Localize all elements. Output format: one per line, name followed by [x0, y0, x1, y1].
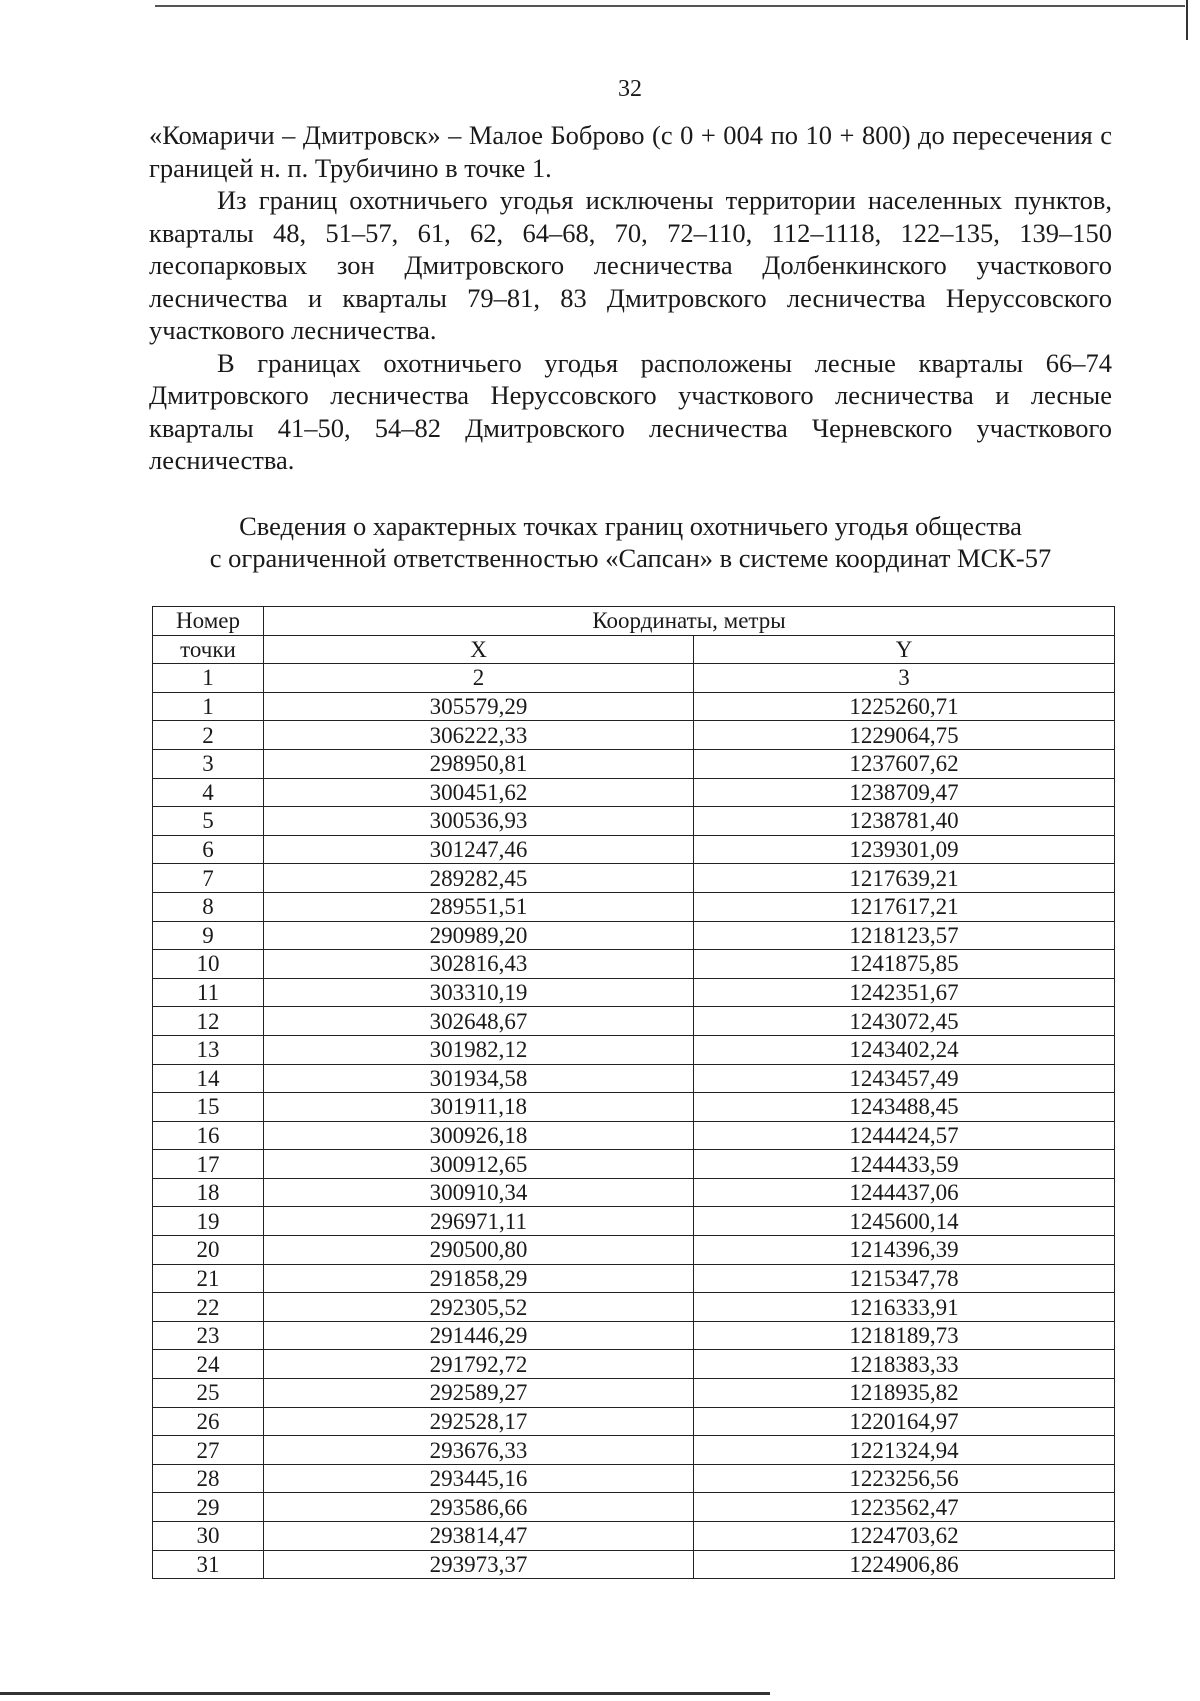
table-row	[153, 921, 1115, 950]
y-coordinate-cell: 1225260,71	[694, 692, 1115, 721]
x-coordinate-cell: 290989,20	[264, 921, 694, 950]
y-coordinate-cell: 1217617,21	[694, 892, 1115, 921]
y-coordinate-cell: 1243072,45	[694, 1007, 1115, 1036]
table-row	[153, 1522, 1115, 1551]
point-number-cell: 30	[153, 1522, 264, 1551]
header-point-line1: Номер	[153, 607, 264, 636]
x-coordinate-cell: 289551,51	[264, 892, 694, 921]
y-coordinate-cell: 1237607,62	[694, 749, 1115, 778]
x-coordinate-cell: 291792,72	[264, 1350, 694, 1379]
y-coordinate-cell: 1223562,47	[694, 1493, 1115, 1522]
table-row	[153, 721, 1115, 750]
table-row	[153, 1064, 1115, 1093]
header-y: Y	[694, 635, 1115, 664]
table-row	[153, 1493, 1115, 1522]
point-number-cell: 5	[153, 807, 264, 836]
table-row	[153, 1150, 1115, 1179]
y-coordinate-cell: 1218123,57	[694, 921, 1115, 950]
page-number: 32	[618, 76, 642, 102]
y-coordinate-cell: 1224703,62	[694, 1522, 1115, 1551]
x-coordinate-cell: 300451,62	[264, 778, 694, 807]
section-title	[149, 510, 1112, 574]
point-number-cell: 6	[153, 835, 264, 864]
point-number-cell: 28	[153, 1464, 264, 1493]
paragraph-exclusions: Из границ охотничьего угодья исключены территории населенных пунктов, кварталы 48, 51–57, 61, 62, 64–68, 70, 72–110, 112–1118, 122–135, 139–150 лесопарковых зон Дмитровского лесничества Долбенкинского участкового лесничества и кварталы 79–81, 83 Дмитровского лесничества Неруссовского участкового лесничества.	[149, 185, 1112, 345]
point-number-cell: 22	[153, 1293, 264, 1322]
x-coordinate-cell: 301247,46	[264, 835, 694, 864]
scan-edge-right	[1186, 0, 1188, 40]
point-number-cell: 15	[153, 1093, 264, 1122]
header-x: X	[264, 635, 694, 664]
y-coordinate-cell: 1215347,78	[694, 1264, 1115, 1293]
point-number-cell: 17	[153, 1150, 264, 1179]
coordinates-table	[152, 606, 1115, 1579]
coordinates-table-body	[153, 692, 1115, 1578]
x-coordinate-cell: 289282,45	[264, 864, 694, 893]
x-coordinate-cell: 296971,11	[264, 1207, 694, 1236]
y-coordinate-cell: 1242351,67	[694, 978, 1115, 1007]
x-coordinate-cell: 300926,18	[264, 1121, 694, 1150]
table-subheader-row	[153, 635, 1115, 664]
table-row	[153, 1321, 1115, 1350]
table-row	[153, 807, 1115, 836]
table-row	[153, 864, 1115, 893]
point-number-cell: 1	[153, 692, 264, 721]
table-row	[153, 892, 1115, 921]
x-coordinate-cell: 293676,33	[264, 1436, 694, 1465]
table-row	[153, 1035, 1115, 1064]
y-coordinate-cell: 1241875,85	[694, 950, 1115, 979]
y-coordinate-cell: 1238709,47	[694, 778, 1115, 807]
table-row	[153, 1436, 1115, 1465]
x-coordinate-cell: 303310,19	[264, 978, 694, 1007]
point-number-cell: 25	[153, 1379, 264, 1408]
table-row	[153, 749, 1115, 778]
x-coordinate-cell: 290500,80	[264, 1236, 694, 1265]
x-coordinate-cell: 306222,33	[264, 721, 694, 750]
y-coordinate-cell: 1245600,14	[694, 1207, 1115, 1236]
point-number-cell: 19	[153, 1207, 264, 1236]
x-coordinate-cell: 298950,81	[264, 749, 694, 778]
x-coordinate-cell: 301911,18	[264, 1093, 694, 1122]
point-number-cell: 7	[153, 864, 264, 893]
point-number-cell: 9	[153, 921, 264, 950]
table-row	[153, 778, 1115, 807]
point-number-cell: 10	[153, 950, 264, 979]
table-row	[153, 1350, 1115, 1379]
y-coordinate-cell: 1244424,57	[694, 1121, 1115, 1150]
x-coordinate-cell: 293973,37	[264, 1550, 694, 1579]
y-coordinate-cell: 1218383,33	[694, 1350, 1115, 1379]
scan-edge-bottom	[0, 1692, 770, 1695]
body-text	[149, 119, 1112, 477]
x-coordinate-cell: 300912,65	[264, 1150, 694, 1179]
header-coordinates: Координаты, метры	[264, 607, 1115, 636]
y-coordinate-cell: 1244437,06	[694, 1178, 1115, 1207]
x-coordinate-cell: 292528,17	[264, 1407, 694, 1436]
x-coordinate-cell: 301934,58	[264, 1064, 694, 1093]
y-coordinate-cell: 1243457,49	[694, 1064, 1115, 1093]
point-number-cell: 16	[153, 1121, 264, 1150]
y-coordinate-cell: 1243402,24	[694, 1035, 1115, 1064]
table-row	[153, 1550, 1115, 1579]
paragraph-continuation: «Комаричи – Дмитровск» – Малое Боброво (с 0 + 004 по 10 + 800) до пересечения с границей н. п. Трубичино в точке 1.	[149, 120, 1112, 183]
y-coordinate-cell: 1229064,75	[694, 721, 1115, 750]
header-point-line2: точки	[153, 635, 264, 664]
point-number-cell: 26	[153, 1407, 264, 1436]
x-coordinate-cell: 293814,47	[264, 1522, 694, 1551]
x-coordinate-cell: 291858,29	[264, 1264, 694, 1293]
scan-edge-top	[155, 5, 1185, 7]
point-number-cell: 23	[153, 1321, 264, 1350]
y-coordinate-cell: 1239301,09	[694, 835, 1115, 864]
table-row	[153, 1007, 1115, 1036]
x-coordinate-cell: 302816,43	[264, 950, 694, 979]
y-coordinate-cell: 1218935,82	[694, 1379, 1115, 1408]
point-number-cell: 8	[153, 892, 264, 921]
point-number-cell: 11	[153, 978, 264, 1007]
table-row	[153, 1293, 1115, 1322]
table-row	[153, 1093, 1115, 1122]
y-coordinate-cell: 1244433,59	[694, 1150, 1115, 1179]
table-row	[153, 1236, 1115, 1265]
table-row	[153, 950, 1115, 979]
x-coordinate-cell: 291446,29	[264, 1321, 694, 1350]
point-number-cell: 12	[153, 1007, 264, 1036]
x-coordinate-cell: 292305,52	[264, 1293, 694, 1322]
point-number-cell: 2	[153, 721, 264, 750]
y-coordinate-cell: 1216333,91	[694, 1293, 1115, 1322]
section-title-line-2: с ограниченной ответственностью «Сапсан» в системе координат МСК-57	[209, 543, 1052, 573]
y-coordinate-cell: 1214396,39	[694, 1236, 1115, 1265]
x-coordinate-cell: 305579,29	[264, 692, 694, 721]
y-coordinate-cell: 1238781,40	[694, 807, 1115, 836]
table-header-row	[153, 607, 1115, 636]
table-row	[153, 1464, 1115, 1493]
point-number-cell: 18	[153, 1178, 264, 1207]
table-row	[153, 692, 1115, 721]
point-number-cell: 21	[153, 1264, 264, 1293]
point-number-cell: 14	[153, 1064, 264, 1093]
x-coordinate-cell: 293445,16	[264, 1464, 694, 1493]
x-coordinate-cell: 301982,12	[264, 1035, 694, 1064]
x-coordinate-cell: 300910,34	[264, 1178, 694, 1207]
x-coordinate-cell: 302648,67	[264, 1007, 694, 1036]
column-number-2: 2	[264, 664, 694, 693]
y-coordinate-cell: 1223256,56	[694, 1464, 1115, 1493]
column-number-1: 1	[153, 664, 264, 693]
table-row	[153, 1178, 1115, 1207]
table-row	[153, 835, 1115, 864]
x-coordinate-cell: 300536,93	[264, 807, 694, 836]
point-number-cell: 4	[153, 778, 264, 807]
y-coordinate-cell: 1243488,45	[694, 1093, 1115, 1122]
point-number-cell: 29	[153, 1493, 264, 1522]
point-number-cell: 3	[153, 749, 264, 778]
x-coordinate-cell: 293586,66	[264, 1493, 694, 1522]
y-coordinate-cell: 1217639,21	[694, 864, 1115, 893]
y-coordinate-cell: 1221324,94	[694, 1436, 1115, 1465]
table-row	[153, 1379, 1115, 1408]
y-coordinate-cell: 1220164,97	[694, 1407, 1115, 1436]
point-number-cell: 20	[153, 1236, 264, 1265]
y-coordinate-cell: 1224906,86	[694, 1550, 1115, 1579]
paragraph-forest-quarters: В границах охотничьего угодья расположены лесные кварталы 66–74 Дмитровского лесничества Неруссовского участкового лесничества и лесные кварталы 41–50, 54–82 Дмитровского лесничества Черневского участкового лесничества.	[149, 347, 1112, 475]
table-row	[153, 978, 1115, 1007]
table-row	[153, 1207, 1115, 1236]
y-coordinate-cell: 1218189,73	[694, 1321, 1115, 1350]
column-numbers-row	[153, 664, 1115, 693]
x-coordinate-cell: 292589,27	[264, 1379, 694, 1408]
point-number-cell: 31	[153, 1550, 264, 1579]
column-number-3: 3	[694, 664, 1115, 693]
section-title-line-1: Сведения о характерных точках границ охотничьего угодья общества	[239, 511, 1022, 541]
table-row	[153, 1264, 1115, 1293]
point-number-cell: 24	[153, 1350, 264, 1379]
point-number-cell: 13	[153, 1035, 264, 1064]
table-row	[153, 1407, 1115, 1436]
point-number-cell: 27	[153, 1436, 264, 1465]
table-row	[153, 1121, 1115, 1150]
